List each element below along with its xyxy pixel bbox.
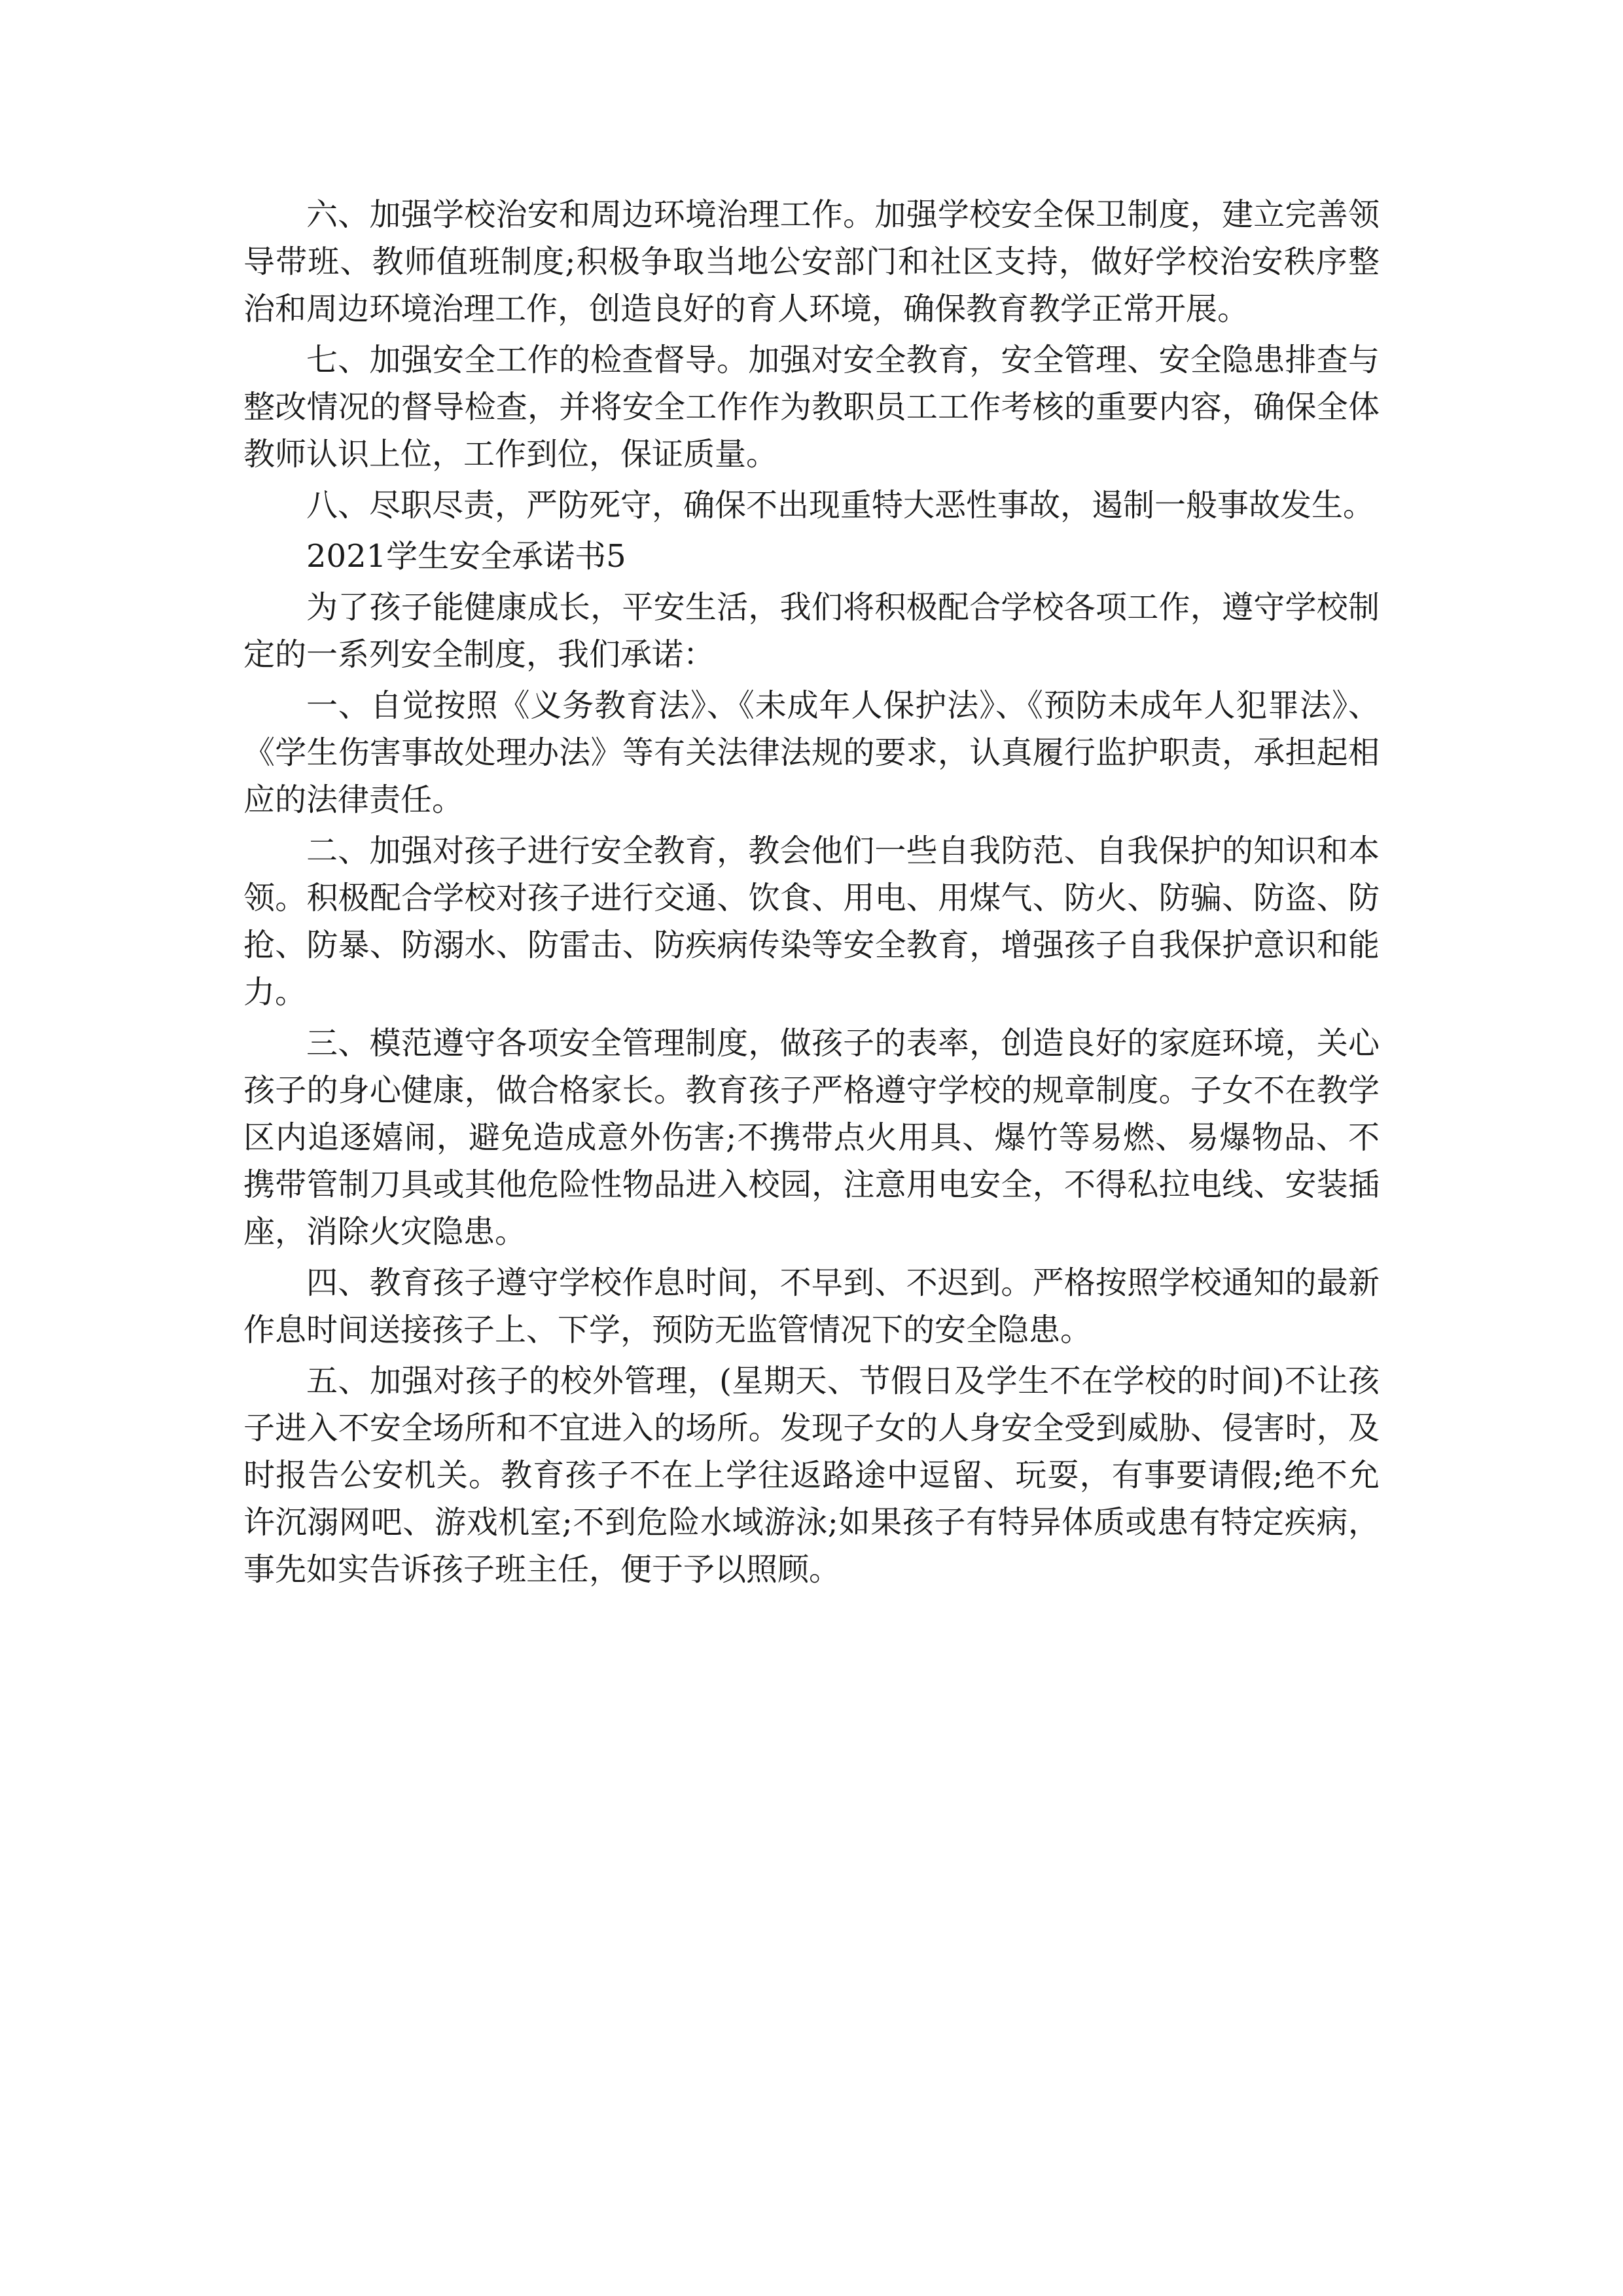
document-body — [243, 191, 1380, 1597]
paragraph-item-8: 八、尽职尽责，严防死守，确保不出现重特大恶性事故，遏制一般事故发生。 — [306, 487, 1375, 524]
paragraph-item-4: 四、教育孩子遵守学校作息时间，不早到、不迟到。严格按照学校通知的最新作息时间送接孩子上、下学，预防无监管情况下的安全隐患。 — [243, 1265, 1380, 1348]
paragraph-item-2: 二、加强对孩子进行安全教育，教会他们一些自我防范、自我保护的知识和本领。积极配合学校对孩子进行交通、饮食、用电、用煤气、防火、防骗、防盗、防抢、防暴、防溺水、防雷击、防疾病传染等安全教育，增强孩子自我保护意识和能力。 — [243, 833, 1380, 1011]
paragraph-item-1: 一、自觉按照《义务教育法》、《未成年人保护法》、《预防未成年人犯罪法》、《学生伤害事故处理办法》等有关法律法规的要求，认真履行监护职责，承担起相应的法律责任。 — [243, 687, 1380, 818]
paragraph-item-6: 六、加强学校治安和周边环境治理工作。加强学校安全保卫制度，建立完善领导带班、教师值班制度;积极争取当地公安部门和社区支持，做好学校治安秩序整治和周边环境治理工作，创造良好的育人环境，确保教育教学正常开展。 — [243, 196, 1380, 327]
paragraph-item-5: 五、加强对孩子的校外管理，(星期天、节假日及学生不在学校的时间)不让孩子进入不安全场所和不宜进入的场所。发现子女的人身安全受到威胁、侵害时，及时报告公安机关。教育孩子不在上学往返路途中逗留、玩耍，有事要请假;绝不允许沉溺网吧、游戏机室;不到危险水域游泳;如果孩子有特异体质或患有特定疾病，事先如实告诉孩子班主任，便于予以照顾。 — [243, 1363, 1380, 1588]
paragraph-item-7: 七、加强安全工作的检查督导。加强对安全教育，安全管理、安全隐患排查与整改情况的督导检查，并将安全工作作为教职员工工作考核的重要内容，确保全体教师认识上位，工作到位，保证质量。 — [243, 342, 1380, 473]
paragraph-item-3: 三、模范遵守各项安全管理制度，做孩子的表率，创造良好的家庭环境，关心孩子的身心健康，做合格家长。教育孩子严格遵守学校的规章制度。子女不在教学区内追逐嬉闹，避免造成意外伤害;不携带点火用具、爆竹等易燃、易爆物品、不携带管制刀具或其他危险性物品进入校园，注意用电安全，不得私拉电线、安装插座，消除火灾隐患。 — [243, 1025, 1380, 1250]
intro-paragraph: 为了孩子能健康成长，平安生活，我们将积极配合学校各项工作，遵守学校制定的一系列安全制度，我们承诺： — [243, 589, 1380, 673]
section-heading: 2021学生安全承诺书5 — [306, 538, 626, 575]
